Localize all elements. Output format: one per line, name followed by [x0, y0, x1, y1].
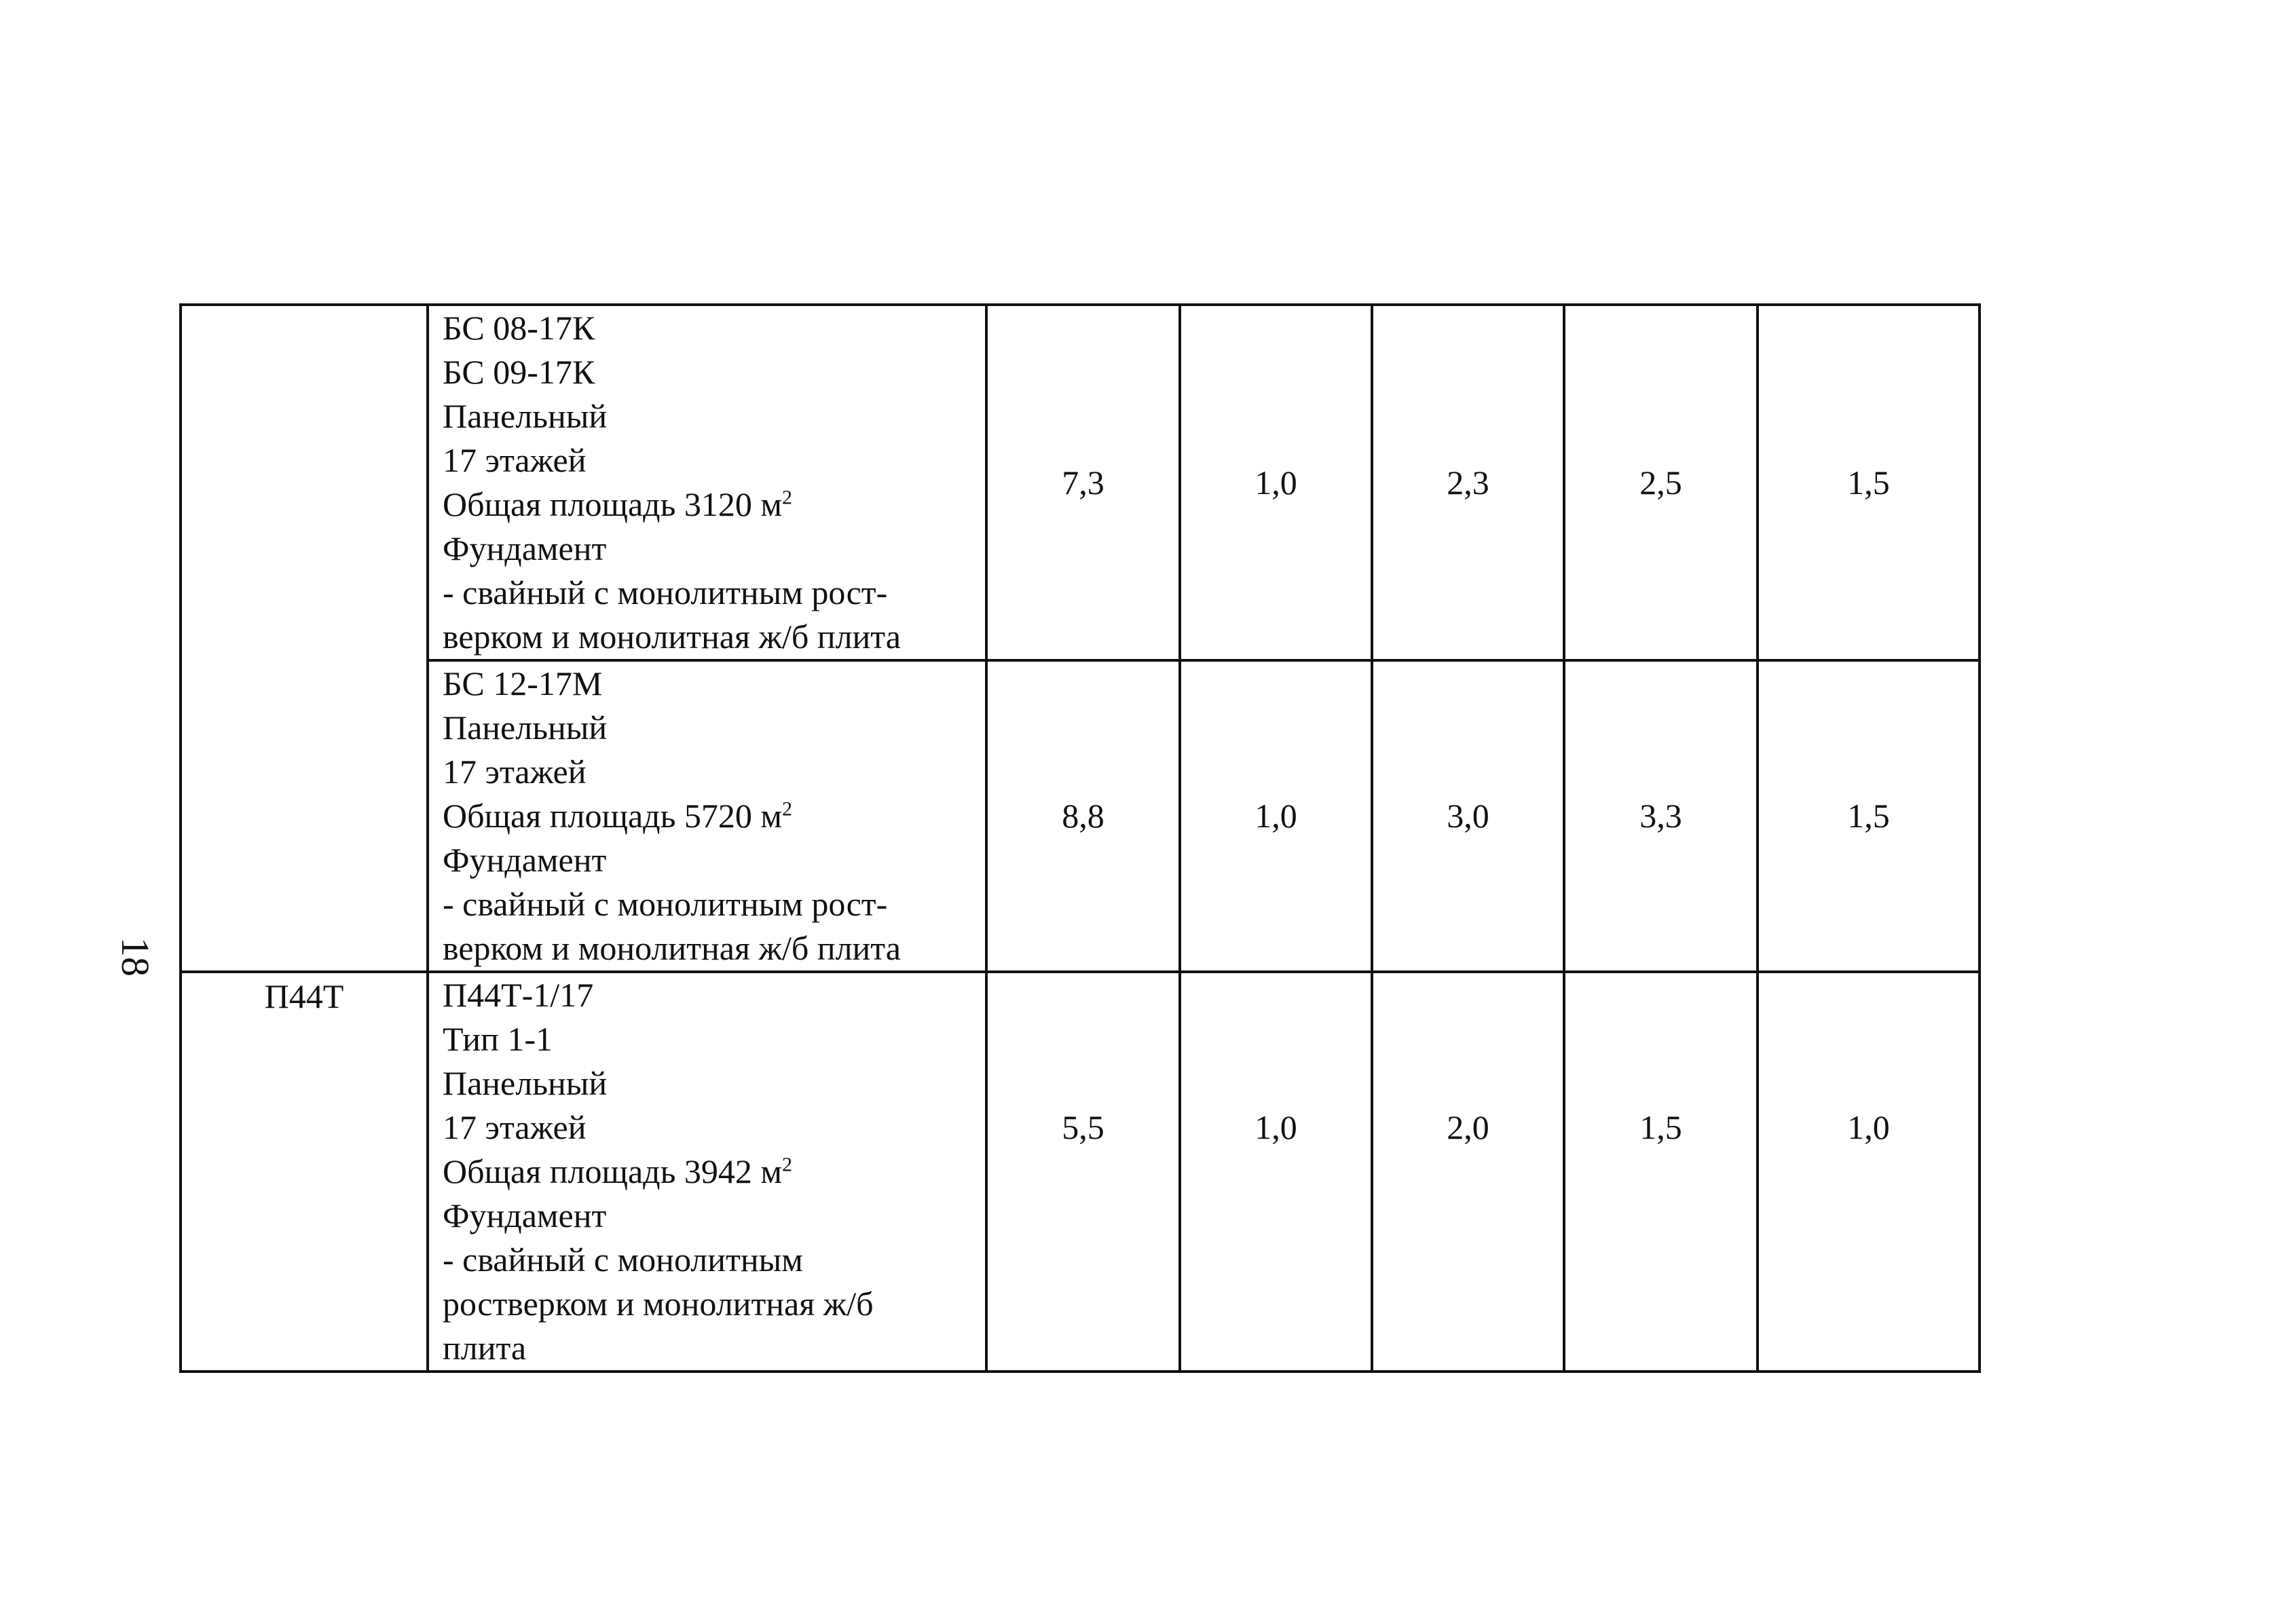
value-cell: 8,8	[986, 660, 1180, 972]
value-cell: 1,5	[1758, 660, 1980, 972]
value-cell: 1,0	[1180, 972, 1372, 1372]
value-cell: 1,0	[1180, 660, 1372, 972]
page-number: 18	[113, 937, 158, 977]
description-cell: П44Т-1/17 Тип 1-1 Панельный 17 этажей Общая площадь 3942 $м^2$ Фундамент - свайный с монолитным ростверком и монолитная ж/б плита	[428, 972, 986, 1372]
value-cell: 3,0	[1372, 660, 1564, 972]
building-spec-table	[179, 303, 1981, 1373]
value-cell: 5,5	[986, 972, 1180, 1372]
table-row	[181, 660, 1980, 972]
series-cell: П44Т	[181, 972, 428, 1372]
value-cell: 7,3	[986, 305, 1180, 660]
value-cell: 2,5	[1564, 305, 1758, 660]
value-cell: 2,3	[1372, 305, 1564, 660]
series-cell	[181, 305, 428, 972]
table-row	[181, 305, 1980, 660]
value-cell: 1,5	[1758, 305, 1980, 660]
value-cell: 2,0	[1372, 972, 1564, 1372]
value-cell: 1,0	[1180, 305, 1372, 660]
description-cell: БС 12-17М Панельный 17 этажей Общая площадь 5720 $м^2$ Фундамент - свайный с монолитным рост- верком и монолитная ж/б плита	[428, 660, 986, 972]
table-row	[181, 972, 1980, 1372]
value-cell: 1,5	[1564, 972, 1758, 1372]
value-cell: 3,3	[1564, 660, 1758, 972]
description-cell: БС 08-17К БС 09-17К Панельный 17 этажей Общая площадь 3120 $м^2$ Фундамент - свайный с монолитным рост- верком и монолитная ж/б плита	[428, 305, 986, 660]
value-cell: 1,0	[1758, 972, 1980, 1372]
